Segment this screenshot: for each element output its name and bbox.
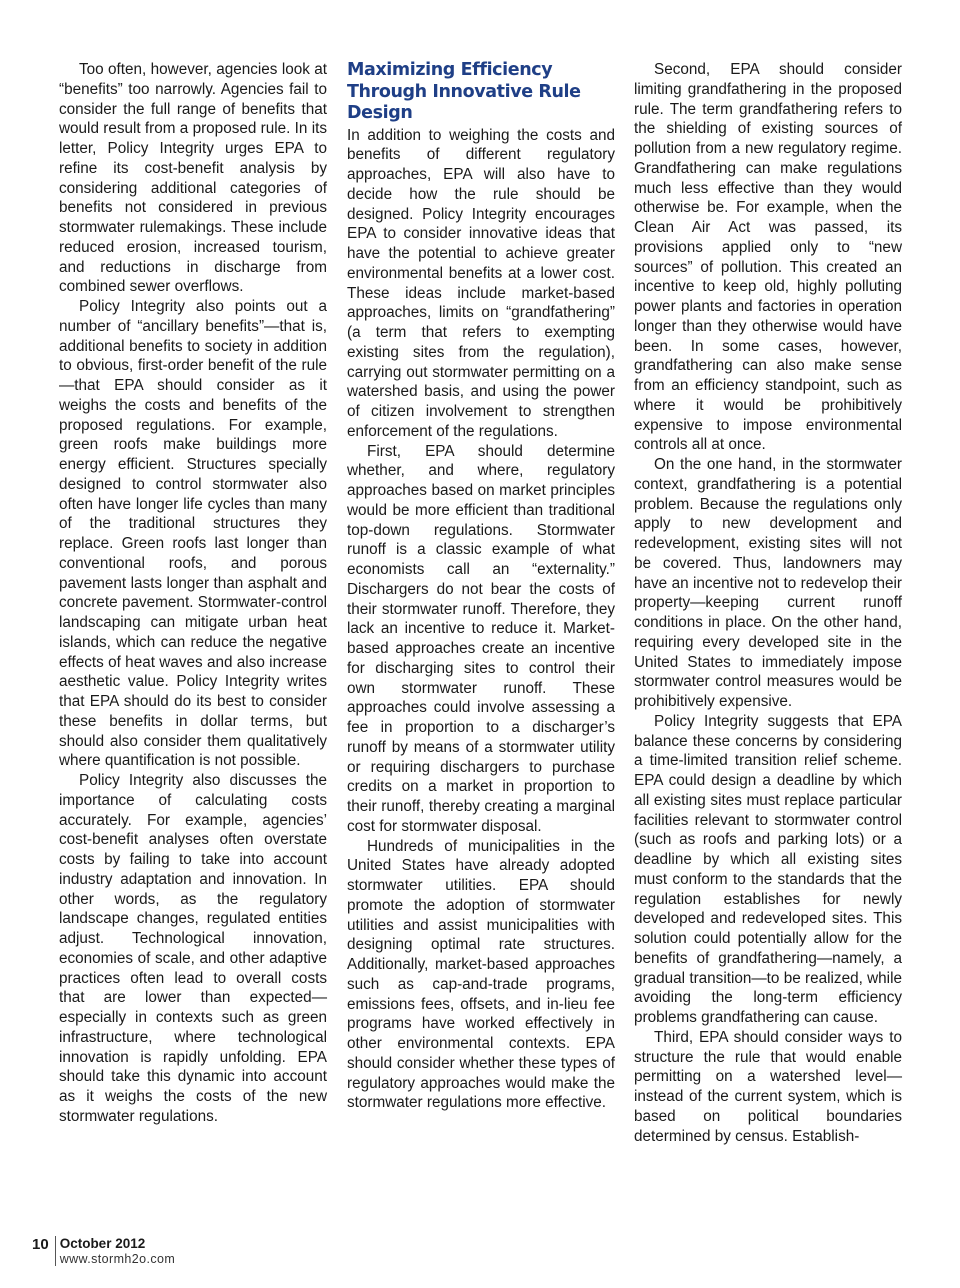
paragraph: Policy Integrity also points out a number of “ancillary benefits”—that is, additional benefits to society in addition to obvious, first-order benefit of the rule—that EPA should consider as it weighs the costs and benefits of the proposed regulations. For example, green roofs make buildings more energy efficient. Structures specially designed to control stormwater also often have longer life cycles than many of the traditional structures they replace. Green roofs last longer than conventional roofs, and porous pavement lasts longer than asphalt and concrete pavement. Stormwater-control landscaping can mitigate urban heat islands, which can reduce the negative effects of heat waves and also increase aesthetic value. Policy Integrity writes that EPA should do its best to consider these benefits in dollar terms, but should also consider them qualitatively where quantification is not possible.	[59, 298, 327, 770]
paragraph: On the one hand, in the stormwater context, grandfathering is a potential problem. Because the regulations only apply to new development and redevelopment, existing sites will not be covered. Thus, landowners may have an incentive not to redevelop their property—keeping current runoff conditions in place. On the other hand, requiring every developed site in the United States to immediately impose stormwater control measures would be prohibitively expensive.	[634, 456, 902, 710]
page-footer	[32, 1236, 175, 1267]
footer-info	[60, 1236, 175, 1267]
paragraph: First, EPA should determine whether, and where, regulatory approaches based on market principles would be more efficient than traditional top-down regulations. Stormwater runoff is a classic example of what economists call an “externality.” Dischargers do not bear the costs of their stormwater runoff. Therefore, they lack an incentive to reduce it. Market-based approaches create an incentive for discharging sites to control their own stormwater runoff. These approaches could involve assessing a fee in proportion to a discharger’s runoff by means of a stormwater utility or requiring dischargers to purchase credits on a market in proportion to their runoff, thereby creating a marginal cost for stormwater disposal.	[347, 442, 615, 835]
website-link[interactable]: www.stormh2o.com	[59, 1252, 176, 1266]
issue-date: October 2012	[59, 1236, 146, 1251]
paragraph: Policy Integrity also discusses the importance of calculating costs accurately. For example, agencies’ cost-benefit analyses often overstate costs by failing to take into account industry adaptation and innovation. In other words, as the regulatory landscape changes, regulated entities adjust. Technological innovation, economies of scale, and other adaptive practices often lead to overall costs that are lower than expected—especially in contexts such as green infrastructure, where technological innovation is rapidly unfolding. EPA should take this dynamic into account as it weighs the costs of the new stormwater regulations.	[59, 772, 327, 1125]
paragraph: Third, EPA should consider ways to structure the rule that would enable permitting on a watershed level—instead of the current system, which is based on political boundaries determined by census. Establish-	[634, 1028, 902, 1145]
paragraph: Too often, however, agencies look at “benefits” too narrowly. Agencies fail to consider the full range of benefits that would result from a proposed rule. In its letter, Policy Integrity urges EPA to refine its cost-benefit analysis by considering additional categories of benefits not considered in previous stormwater rulemakings. These include reduced erosion, increased tourism, and reductions in discharge from combined sewer overflows.	[59, 61, 327, 296]
paragraph: Second, EPA should consider limiting grandfathering in the proposed rule. The term grandfathering refers to the shielding of existing sources of pollution from a new regulatory regime. Grandfathering can make regulations much less effective than they would otherwise be. For example, when the Clean Air Act was passed, its provisions applied only to “new sources” of pollution. This created an incentive to keep old, highly polluting power plants and factories in operation longer than they otherwise would have been. In some cases, however, grandfathering can also make sense from an efficiency standpoint, such as where it would be prohibitively expensive to impose environmental controls all at once.	[634, 61, 902, 454]
footer-divider	[55, 1236, 56, 1266]
article-column-3	[634, 60, 902, 1146]
section-heading: Maximizing Efficiency Through Innovative Rule Design	[347, 60, 581, 123]
paragraph: Hundreds of municipalities in the United States have already adopted stormwater utilities. EPA should promote the adoption of stormwater utilities and assist municipalities with designing optimal rate structures. Additionally, market-based approaches such as cap-and-trade programs, emissions fees, offsets, and in-lieu fee programs have worked effectively in other environmental contexts. EPA should consider whether these types of regulatory approaches would make the stormwater regulations more effective.	[347, 837, 615, 1112]
article-column-2	[347, 60, 615, 1113]
page-number: 10	[32, 1236, 49, 1253]
paragraph: Policy Integrity suggests that EPA balance these concerns by considering a time-limited transition relief scheme. EPA could design a deadline by which all existing sites must replace particular facilities relevant to stormwater control (such as roofs and parking lots) or a deadline by which all existing sites must conform to the standards that the regulation establishes for newly developed and redeveloped sites. This solution could potentially allow for the benefits of grandfathering—namely, a gradual transition—to be realized, while avoiding the long-term efficiency problems grandfathering can cause.	[634, 712, 902, 1026]
article-column-1	[59, 60, 327, 1127]
paragraph: In addition to weighing the costs and benefits of different regulatory approaches, EPA will also have to decide how the rule should be designed. Policy Integrity encourages EPA to consider innovative ideas that have the potential to achieve greater environmental benefits at a lower cost. These ideas include market-based approaches, limits on “grandfathering” (a term that refers to exempting existing sites from the regulation), carrying out stormwater permitting on a watershed basis, and using the power of citizen involvement to strengthen enforcement of the regulations.	[347, 126, 615, 440]
